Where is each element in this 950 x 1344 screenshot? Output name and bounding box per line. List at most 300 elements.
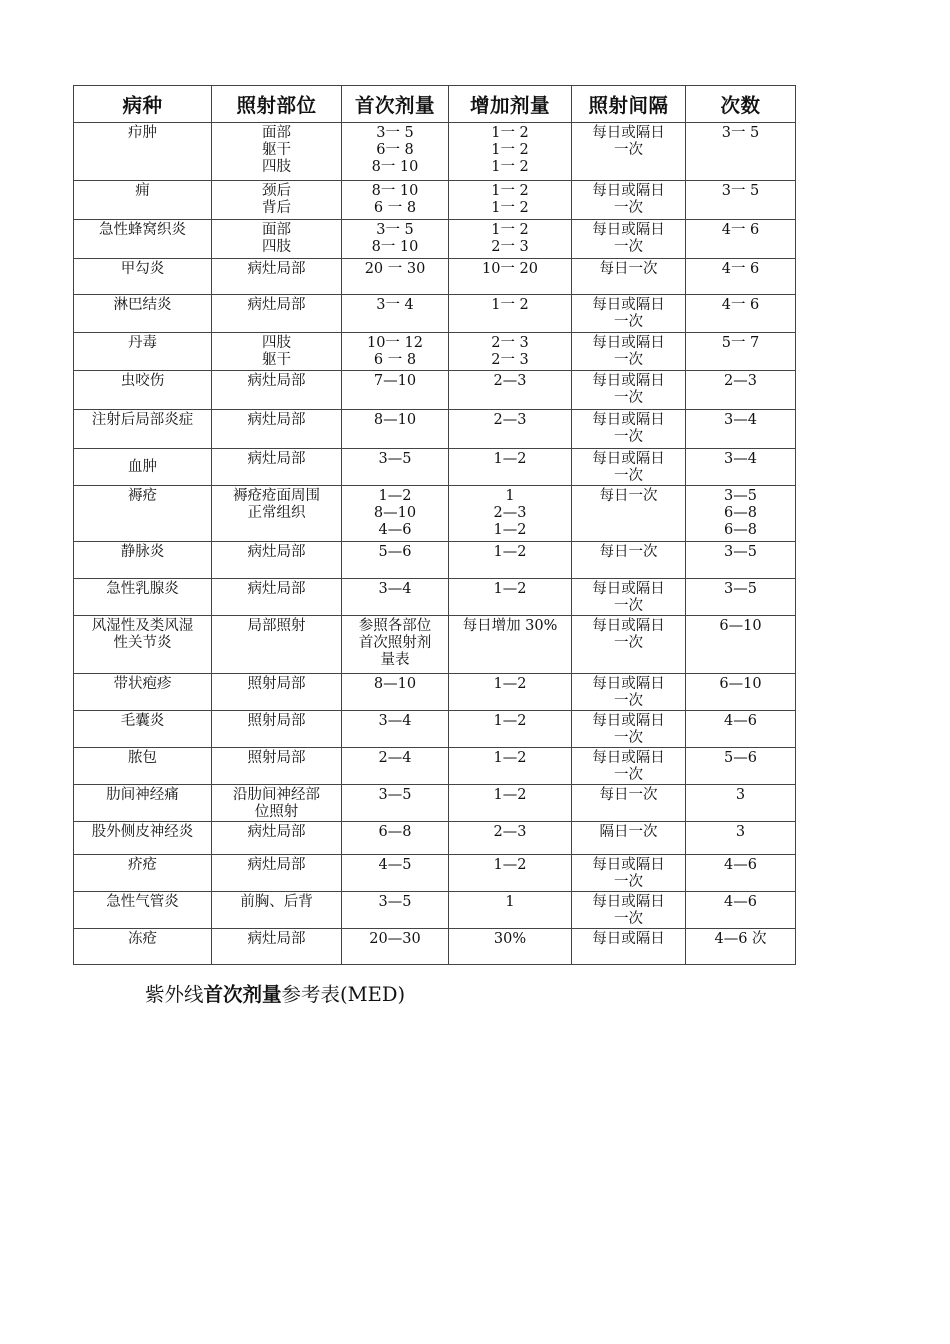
cell-site: [212, 616, 342, 674]
header-times: 次数: [686, 86, 796, 123]
cell-first-dose: [342, 295, 449, 333]
cell-line: 1—2: [493, 581, 527, 597]
cell-line: 虫咬伤: [120, 373, 165, 389]
cell-increase-dose: [449, 822, 572, 855]
cell-increase-dose: [449, 220, 572, 259]
table-caption: [145, 979, 405, 1007]
cell-line: 8—10: [373, 412, 417, 428]
cell-line: 淋巴结炎: [113, 297, 172, 313]
cell-line: 8—10: [373, 505, 417, 521]
cell-line: 1: [505, 488, 515, 504]
cell-line: 脓包: [128, 750, 157, 766]
cell-line: 一次: [614, 352, 643, 368]
cell-line: 3一 5: [721, 183, 760, 199]
cell-line: 3—5: [724, 581, 757, 597]
cell-line: 2—3: [724, 373, 757, 389]
cell-line: 病灶局部: [247, 857, 306, 873]
cell-line: 隔日一次: [599, 824, 658, 840]
cell-line: 一次: [614, 142, 643, 158]
cell-interval: [572, 259, 686, 295]
cell-interval: [572, 855, 686, 892]
cell-first-dose: [342, 542, 449, 579]
table-row: [74, 449, 796, 486]
cell-line: 3—4: [378, 713, 412, 729]
cell-times: [686, 259, 796, 295]
table-row: [74, 579, 796, 616]
table-row: [74, 892, 796, 929]
cell-line: 1一 2: [491, 125, 529, 141]
cell-line: 1—2: [493, 713, 527, 729]
cell-times: [686, 929, 796, 965]
cell-line: 2—3: [493, 505, 527, 521]
cell-interval: [572, 410, 686, 449]
cell-line: 3—5: [378, 894, 412, 910]
cell-line: 3—5: [378, 787, 412, 803]
table-row: [74, 295, 796, 333]
cell-line: 6—10: [719, 676, 762, 692]
cell-disease: [74, 295, 212, 333]
table-row: [74, 748, 796, 785]
caption-suffix: 参考表(MED): [281, 983, 406, 1006]
cell-disease: [74, 929, 212, 965]
cell-line: 3: [735, 787, 746, 803]
cell-line: 20—30: [369, 931, 421, 947]
cell-line: 6—8: [724, 505, 757, 521]
cell-disease: [74, 674, 212, 711]
cell-line: 四肢: [262, 335, 291, 351]
cell-line: 每日一次: [599, 488, 658, 504]
cell-first-dose: [342, 486, 449, 542]
cell-increase-dose: [449, 449, 572, 486]
cell-line: 1—2: [493, 451, 527, 467]
cell-interval: [572, 220, 686, 259]
cell-line: 位照射: [254, 804, 299, 820]
cell-line: 5—6: [724, 750, 757, 766]
cell-first-dose: [342, 220, 449, 259]
cell-disease: [74, 123, 212, 181]
cell-line: 一次: [614, 314, 643, 330]
cell-line: 丹毒: [128, 335, 157, 351]
cell-site: [212, 579, 342, 616]
cell-line: 4—6 次: [714, 931, 767, 947]
cell-increase-dose: [449, 123, 572, 181]
cell-line: 8一 10: [371, 183, 419, 199]
cell-interval: [572, 616, 686, 674]
cell-line: 血肿: [128, 458, 157, 475]
cell-line: 病灶局部: [247, 412, 306, 428]
cell-line: 6—8: [378, 824, 412, 840]
cell-line: 每日或隔日: [592, 297, 665, 313]
cell-times: [686, 542, 796, 579]
cell-first-dose: [342, 616, 449, 674]
cell-interval: [572, 711, 686, 748]
cell-first-dose: [342, 579, 449, 616]
cell-line: 前胸、后背: [240, 894, 313, 910]
cell-first-dose: [342, 181, 449, 220]
cell-interval: [572, 486, 686, 542]
cell-line: 3一 5: [376, 222, 414, 238]
cell-line: 6一 8: [376, 142, 414, 158]
cell-first-dose: [342, 892, 449, 929]
cell-increase-dose: [449, 410, 572, 449]
cell-disease: [74, 616, 212, 674]
cell-line: 2—4: [378, 750, 412, 766]
cell-disease: [74, 486, 212, 542]
cell-line: 甲勾炎: [120, 261, 165, 277]
cell-line: 1一 2: [491, 222, 529, 238]
cell-line: 5—6: [378, 544, 412, 560]
cell-first-dose: [342, 748, 449, 785]
table-row: [74, 123, 796, 181]
cell-line: 急性气管炎: [106, 894, 179, 910]
caption-prefix: 紫外线: [145, 983, 204, 1006]
cell-first-dose: [342, 371, 449, 410]
cell-site: [212, 486, 342, 542]
cell-line: 每日或隔日: [592, 676, 665, 692]
cell-line: 4—6: [724, 713, 757, 729]
cell-interval: [572, 929, 686, 965]
table-row: [74, 542, 796, 579]
cell-line: 一次: [614, 730, 643, 746]
cell-interval: [572, 579, 686, 616]
cell-first-dose: [342, 855, 449, 892]
table-row: [74, 616, 796, 674]
cell-line: 病灶局部: [247, 451, 306, 467]
cell-first-dose: [342, 711, 449, 748]
cell-line: 8—10: [373, 676, 417, 692]
cell-times: [686, 855, 796, 892]
cell-line: 2—3: [493, 373, 527, 389]
cell-line: 4—6: [724, 857, 757, 873]
cell-times: [686, 123, 796, 181]
cell-line: 20 一 30: [364, 261, 426, 277]
cell-line: 病灶局部: [247, 261, 306, 277]
cell-site: [212, 674, 342, 711]
cell-site: [212, 449, 342, 486]
cell-times: [686, 295, 796, 333]
cell-line: 6 一 8: [373, 352, 417, 368]
cell-site: [212, 892, 342, 929]
cell-line: 面部: [262, 125, 291, 141]
cell-line: 参照各部位: [358, 618, 432, 634]
cell-line: 病灶局部: [247, 824, 306, 840]
cell-disease: [74, 333, 212, 371]
cell-site: [212, 123, 342, 181]
cell-line: 3—4: [378, 581, 412, 597]
cell-line: 3—5: [378, 451, 412, 467]
cell-increase-dose: [449, 486, 572, 542]
cell-interval: [572, 674, 686, 711]
cell-first-dose: [342, 822, 449, 855]
table-row: [74, 785, 796, 822]
cell-increase-dose: [449, 892, 572, 929]
cell-line: 每日或隔日: [592, 894, 665, 910]
cell-line: 风湿性及类风湿: [91, 618, 194, 634]
cell-interval: [572, 449, 686, 486]
table-row: [74, 929, 796, 965]
cell-interval: [572, 371, 686, 410]
cell-line: 4一 6: [721, 297, 760, 313]
cell-first-dose: [342, 410, 449, 449]
cell-line: 6—8: [724, 522, 757, 538]
cell-increase-dose: [449, 259, 572, 295]
cell-disease: [74, 855, 212, 892]
table-row: [74, 822, 796, 855]
cell-increase-dose: [449, 295, 572, 333]
cell-line: 每日或隔日: [592, 618, 665, 634]
cell-increase-dose: [449, 785, 572, 822]
cell-interval: [572, 333, 686, 371]
cell-site: [212, 711, 342, 748]
cell-interval: [572, 181, 686, 220]
cell-line: 躯干: [262, 142, 291, 158]
cell-line: 一次: [614, 874, 643, 890]
cell-line: 一次: [614, 911, 643, 927]
cell-line: 病灶局部: [247, 931, 306, 947]
cell-line: 3一 4: [376, 297, 414, 313]
cell-line: 2一 3: [491, 239, 529, 255]
cell-first-dose: [342, 123, 449, 181]
cell-interval: [572, 295, 686, 333]
cell-line: 带状疱疹: [113, 676, 172, 692]
table-row: [74, 486, 796, 542]
cell-line: 4—6: [378, 522, 412, 538]
cell-line: 1—2: [493, 522, 527, 538]
table-body: [74, 123, 796, 965]
cell-line: 疥疮: [128, 857, 157, 873]
cell-line: 一次: [614, 429, 643, 445]
cell-line: 沿肋间神经部: [233, 787, 320, 803]
header-disease: 病种: [74, 86, 212, 123]
cell-disease: [74, 711, 212, 748]
cell-site: [212, 220, 342, 259]
cell-disease: [74, 542, 212, 579]
cell-increase-dose: [449, 333, 572, 371]
cell-line: 每日一次: [599, 261, 658, 277]
cell-line: 一次: [614, 598, 643, 614]
cell-line: 1一 2: [491, 159, 529, 175]
cell-line: 股外侧皮神经炎: [91, 824, 194, 840]
table-row: [74, 711, 796, 748]
cell-times: [686, 333, 796, 371]
cell-increase-dose: [449, 855, 572, 892]
cell-line: 每日或隔日: [592, 183, 665, 199]
cell-line: 每日或隔日: [592, 750, 665, 766]
cell-site: [212, 542, 342, 579]
cell-first-dose: [342, 333, 449, 371]
cell-site: [212, 929, 342, 965]
cell-site: [212, 333, 342, 371]
cell-disease: [74, 259, 212, 295]
cell-line: 每日或隔日: [592, 373, 665, 389]
table-row: [74, 259, 796, 295]
cell-line: 照射局部: [247, 676, 306, 692]
cell-line: 每日或隔日: [592, 125, 665, 141]
cell-line: 一次: [614, 468, 643, 484]
cell-line: 4—5: [378, 857, 412, 873]
cell-line: 1一 2: [491, 297, 529, 313]
cell-line: 四肢: [262, 159, 291, 175]
cell-line: 局部照射: [247, 618, 306, 634]
cell-line: 每日或隔日: [592, 412, 665, 428]
cell-line: 每日或隔日: [592, 857, 665, 873]
cell-line: 2一 3: [491, 352, 529, 368]
cell-increase-dose: [449, 748, 572, 785]
cell-site: [212, 410, 342, 449]
cell-line: 一次: [614, 767, 643, 783]
cell-disease: [74, 892, 212, 929]
uv-dosage-table: [73, 85, 796, 965]
cell-line: 2一 3: [491, 335, 529, 351]
cell-disease: [74, 371, 212, 410]
cell-site: [212, 748, 342, 785]
header-increase-dose: 增加剂量: [449, 86, 572, 123]
cell-line: 背后: [262, 200, 291, 216]
cell-times: [686, 711, 796, 748]
cell-times: [686, 181, 796, 220]
cell-first-dose: [342, 259, 449, 295]
cell-line: 首次照射剂: [358, 635, 432, 651]
cell-line: 面部: [262, 222, 291, 238]
cell-times: [686, 220, 796, 259]
cell-line: 5一 7: [721, 335, 760, 351]
table-row: [74, 371, 796, 410]
cell-line: 病灶局部: [247, 373, 306, 389]
cell-disease: [74, 449, 212, 486]
cell-line: 3—5: [724, 488, 757, 504]
cell-line: 一次: [614, 200, 643, 216]
cell-times: [686, 579, 796, 616]
cell-line: 1—2: [493, 787, 527, 803]
cell-disease: [74, 220, 212, 259]
cell-line: 每日或隔日: [592, 581, 665, 597]
cell-times: [686, 371, 796, 410]
cell-disease: [74, 579, 212, 616]
cell-line: 8一 10: [371, 159, 419, 175]
cell-line: 每日或隔日: [592, 335, 665, 351]
header-first-dose: 首次剂量: [342, 86, 449, 123]
cell-times: [686, 748, 796, 785]
cell-line: 病灶局部: [247, 544, 306, 560]
cell-line: 一次: [614, 239, 643, 255]
cell-line: 急性乳腺炎: [106, 581, 179, 597]
cell-line: 褥疮疮面周围: [233, 488, 320, 504]
cell-line: 1—2: [493, 750, 527, 766]
cell-line: 1一 2: [491, 142, 529, 158]
cell-first-dose: [342, 449, 449, 486]
cell-line: 6—10: [719, 618, 762, 634]
cell-line: 正常组织: [247, 505, 306, 521]
cell-disease: [74, 785, 212, 822]
cell-line: 照射局部: [247, 750, 306, 766]
cell-interval: [572, 542, 686, 579]
header-row: [74, 86, 796, 123]
cell-increase-dose: [449, 616, 572, 674]
cell-line: 病灶局部: [247, 297, 306, 313]
cell-times: [686, 616, 796, 674]
cell-increase-dose: [449, 542, 572, 579]
cell-times: [686, 785, 796, 822]
table-row: [74, 674, 796, 711]
cell-line: 疖肿: [128, 125, 157, 141]
cell-line: 10一 20: [481, 261, 538, 277]
cell-first-dose: [342, 674, 449, 711]
cell-line: 2—3: [493, 412, 527, 428]
cell-times: [686, 486, 796, 542]
cell-line: 肋间神经痛: [106, 787, 179, 803]
cell-line: 急性蜂窝织炎: [99, 222, 186, 238]
cell-first-dose: [342, 929, 449, 965]
cell-line: 30%: [493, 931, 527, 947]
cell-line: 每日或隔日: [592, 713, 665, 729]
cell-line: 3—4: [724, 412, 757, 428]
table-row: [74, 410, 796, 449]
cell-line: 4—6: [724, 894, 757, 910]
cell-interval: [572, 822, 686, 855]
cell-line: 一次: [614, 693, 643, 709]
cell-line: 每日或隔日: [592, 451, 665, 467]
cell-disease: [74, 748, 212, 785]
cell-disease: [74, 181, 212, 220]
cell-line: 4一 6: [721, 261, 760, 277]
cell-times: [686, 892, 796, 929]
cell-interval: [572, 123, 686, 181]
cell-site: [212, 822, 342, 855]
cell-line: 3一 5: [376, 125, 414, 141]
cell-increase-dose: [449, 711, 572, 748]
cell-increase-dose: [449, 181, 572, 220]
cell-site: [212, 295, 342, 333]
cell-line: 褥疮: [128, 488, 157, 504]
cell-interval: [572, 748, 686, 785]
cell-site: [212, 785, 342, 822]
cell-line: 病灶局部: [247, 581, 306, 597]
cell-line: 1—2: [493, 544, 527, 560]
cell-line: 每日一次: [599, 787, 658, 803]
cell-increase-dose: [449, 674, 572, 711]
cell-line: 2—3: [493, 824, 527, 840]
cell-line: 每日一次: [599, 544, 658, 560]
cell-interval: [572, 785, 686, 822]
cell-times: [686, 822, 796, 855]
cell-line: 量表: [380, 652, 410, 668]
cell-line: 性关节炎: [113, 635, 172, 651]
cell-line: 1一 2: [491, 200, 529, 216]
table-row: [74, 220, 796, 259]
cell-site: [212, 181, 342, 220]
header-site: 照射部位: [212, 86, 342, 123]
cell-line: 1一 2: [491, 183, 529, 199]
cell-line: 10一 12: [366, 335, 423, 351]
cell-line: 每日或隔日: [592, 931, 665, 947]
cell-line: 3—4: [724, 451, 757, 467]
cell-interval: [572, 892, 686, 929]
cell-increase-dose: [449, 371, 572, 410]
cell-line: 1—2: [378, 488, 412, 504]
cell-line: 6 一 8: [373, 200, 417, 216]
caption-bold: 首次剂量: [203, 983, 282, 1006]
cell-line: 1—2: [493, 857, 527, 873]
cell-times: [686, 674, 796, 711]
cell-line: 颈后: [262, 183, 291, 199]
header-interval: 照射间隔: [572, 86, 686, 123]
cell-line: 四肢: [262, 239, 291, 255]
cell-line: 每日增加 30%: [462, 618, 558, 634]
cell-site: [212, 259, 342, 295]
table-row: [74, 181, 796, 220]
cell-line: 每日或隔日: [592, 222, 665, 238]
cell-line: 一次: [614, 635, 643, 651]
